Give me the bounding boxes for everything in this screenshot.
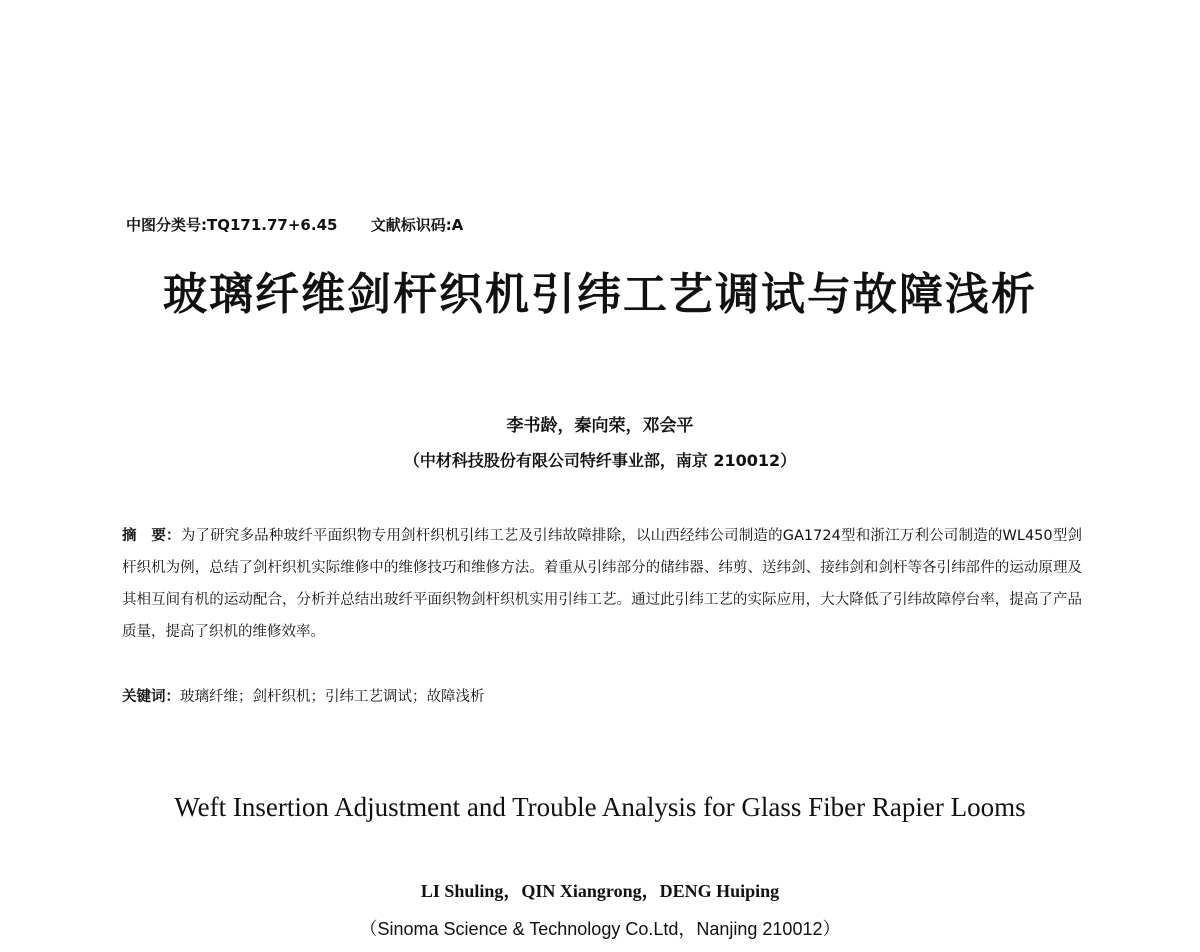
keywords-text: 玻璃纤维；剑杆织机；引纬工艺调试；故障浅析 [180,689,485,705]
affiliation-english: （Sinoma Science & Technology Co.Ltd，Nanjing 210012） [359,919,841,939]
abstract-label: 摘 要： [122,528,181,544]
affiliation-chinese: （中材科技股份有限公司特纤事业部，南京 210012） [403,451,797,470]
authors-english: LI Shuling，QIN Xiangrong，DENG Huiping [420,881,780,901]
authors-chinese: 李书龄，秦向荣，邓会平 [506,416,694,436]
abstract-text: 为了研究多品种玻纤平面织物专用剑杆织机引纬工艺及引纬故障排除，以山西经纬公司制造的GA1724型和浙江万利公司制造的WL450型剑杆织机为例，总结了剑杆织机实际维修中的维修技巧和维修方法。着重从引纬部分的储纬器、纬剪、送纬剑、接纬剑和剑杆等各引纬部件的运动原理及其相互间有机的运动配合，分析并总结出玻纤平面织物剑杆织机实用引纬工艺。通过此引纬工艺的实际应用，大大降低了引纬故障停台率，提高了产品质量，提高了织机的维修效率。 [122,528,1083,640]
keywords-line [122,682,1082,712]
clc-number: 中图分类号:TQ171.77+6.45 [126,216,338,234]
document-code: 文献标识码:A [370,216,464,234]
classification-line [126,214,491,235]
keywords-label: 关键词： [122,689,180,705]
paper-title-english: Weft Insertion Adjustment and Trouble Analysis for Glass Fiber Rapier Looms [174,792,1026,822]
abstract-paragraph [122,520,1082,648]
paper-title-chinese: 玻璃纤维剑杆织机引纬工艺调试与故障浅析 [163,269,1037,320]
